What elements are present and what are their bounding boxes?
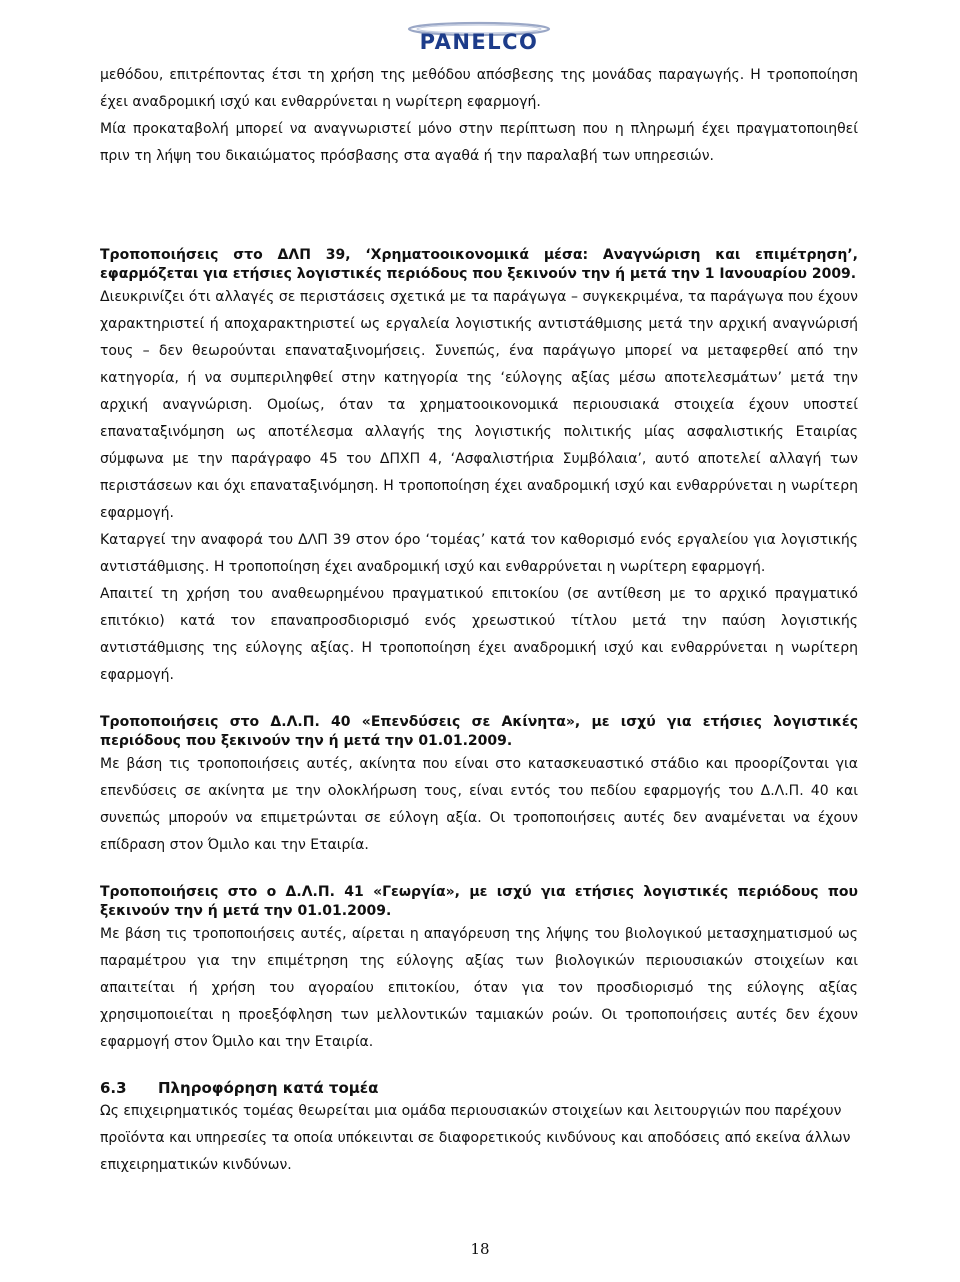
intro-paragraph-2: Μία προκαταβολή μπορεί να αναγνωριστεί μόνο στην περίπτωση που η πληρωμή έχει πραγματοποιηθεί πριν τη λήψη του δικαιώματος πρόσβασης στα αγαθά ή την παραλαβή των υπηρεσιών. (100, 121, 858, 164)
logo-text: PANELCO (419, 30, 539, 54)
dlp40-paragraph-1: Με βάση τις τροποποιήσεις αυτές, ακίνητα που είναι στο κατασκευαστικό στάδιο και προορίζονται για επενδύσεις σε ακίνητα με την ολοκλήρωση τους, είναι εντός του πεδίου εφαρμογής του Δ.Λ.Π. 40 και συνεπώς μπορούν να επιμετρώνται σε εύλογη αξία. Οι τροποποιήσεις αυτές δεν αναμένεται να έχουν επίδραση στον Όμιλο και την Εταιρία. (100, 756, 858, 853)
dlp39-heading: Τροποποιήσεις στο ΔΛΠ 39, ‘Χρηματοοικονομικά μέσα: Αναγνώριση και επιμέτρηση’, εφαρμόζεται για ετήσιες λογιστικές περιόδους που ξεκινούν την ή μετά την 1 Ιανουαρίου 2009. (100, 247, 858, 282)
dlp41-paragraph-1: Με βάση τις τροποποιήσεις αυτές, αίρεται η απαγόρευση της λήψης του βιολογικού μετασχηματισμού ως παραμέτρου για την επιμέτρηση της εύλογης αξίας των βιολογικών περιουσιακών στοιχείων και απαιτείται ή χρήση του αγοραίου επιτοκίου, όταν για τον προσδιορισμό της εύλογης αξίας χρησιμοποιείται η προεξόφληση των μελλοντικών ταμιακών ροών. Οι τροποποιήσεις αυτές δεν έχουν εφαρμογή στον Όμιλο και την Εταιρία. (100, 926, 858, 1050)
page-number: 18 (470, 1240, 490, 1258)
dlp39-paragraph-3: Απαιτεί τη χρήση του αναθεωρημένου πραγματικού επιτοκίου (σε αντίθεση με το αρχικό πραγματικό επιτόκιο) κατά τον επαναπροσδιορισμό ενός χρεωστικού τίτλου μετά την παύση λογιστικής αντιστάθμισης της εύλογης αξίας. Η τροποποίηση έχει αναδρομική ισχύ και ενθαρρύνεται η νωρίτερη εφαρμογή. (100, 586, 858, 683)
section-6-3-title (100, 1078, 858, 1098)
dlp39-paragraph-2: Καταργεί την αναφορά του ΔΛΠ 39 στον όρο ‘τομέας’ κατά τον καθορισμό ενός εργαλείου για λογιστικής αντιστάθμισης. Η τροποποίηση έχει αναδρομική ισχύ και ενθαρρύνεται η νωρίτερη εφαρμογή. (100, 532, 858, 575)
section-6-3-paragraph: Ως επιχειρηματικός τομέας θεωρείται μια ομάδα περιουσιακών στοιχείων και λειτουργιών που παρέχουν προϊόντα και υπηρεσίες τα οποία υπόκεινται σε διαφορετικούς κινδύνους και αποδόσεις από εκείνα άλλων επιχειρηματικών κινδύνων. (100, 1103, 851, 1173)
dlp41-heading: Τροποποιήσεις στο ο Δ.Λ.Π. 41 «Γεωργία», με ισχύ για ετήσιες λογιστικές περιόδους που ξεκινούν την ή μετά την 01.01.2009. (100, 884, 858, 919)
dlp40-heading: Τροποποιήσεις στο Δ.Λ.Π. 40 «Επενδύσεις σε Ακίνητα», με ισχύ για ετήσιες λογιστικές περιόδους που ξεκινούν την ή μετά την 01.01.2009. (100, 714, 858, 749)
document-body (100, 62, 858, 1179)
intro-paragraph-1: μεθόδου, επιτρέποντας έτσι τη χρήση της μεθόδου απόσβεσης της μονάδας παραγωγής. Η τροποποίηση έχει αναδρομική ισχύ και ενθαρρύνεται η νωρίτερη εφαρμογή. (100, 67, 858, 110)
panelco-logo (376, 20, 582, 54)
dlp39-paragraph-1: Διευκρινίζει ότι αλλαγές σε περιστάσεις σχετικά με τα παράγωγα – συγκεκριμένα, τα παράγωγα που έχουν χαρακτηριστεί ή αποχαρακτηριστεί ως εργαλεία λογιστικής αντιστάθμισης μετά την αρχική αναγνώρισή τους – δεν θεωρούνται επαναταξινομήσεις. Συνεπώς, ένα παράγωγο μπορεί να μεταφερθεί από την κατηγορία, ή να συμπεριληφθεί στην κατηγορία της ‘εύλογης αξίας μέσω αποτελεσμάτων’ μετά την αρχική αναγνώριση. Ομοίως, όταν τα χρηματοοικονομικά περιουσιακά στοιχεία έχουν υποστεί επαναταξινόμηση ως αποτέλεσμα αλλαγής της λογιστικής πολιτικής μίας ασφαλιστικής Εταιρίας σύμφωνα με την παράγραφο 45 του ΔΠΧΠ 4, ‘Ασφαλιστήρια Συμβόλαια’, αυτό αποτελεί αλλαγή των περιστάσεων και όχι επαναταξινόμηση. Η τροποποίηση έχει αναδρομική ισχύ και ενθαρρύνεται η νωρίτερη εφαρμογή. (100, 289, 858, 521)
section-number: 6.3 (100, 1079, 127, 1097)
section-title-text: Πληροφόρηση κατά τομέα (158, 1079, 379, 1097)
